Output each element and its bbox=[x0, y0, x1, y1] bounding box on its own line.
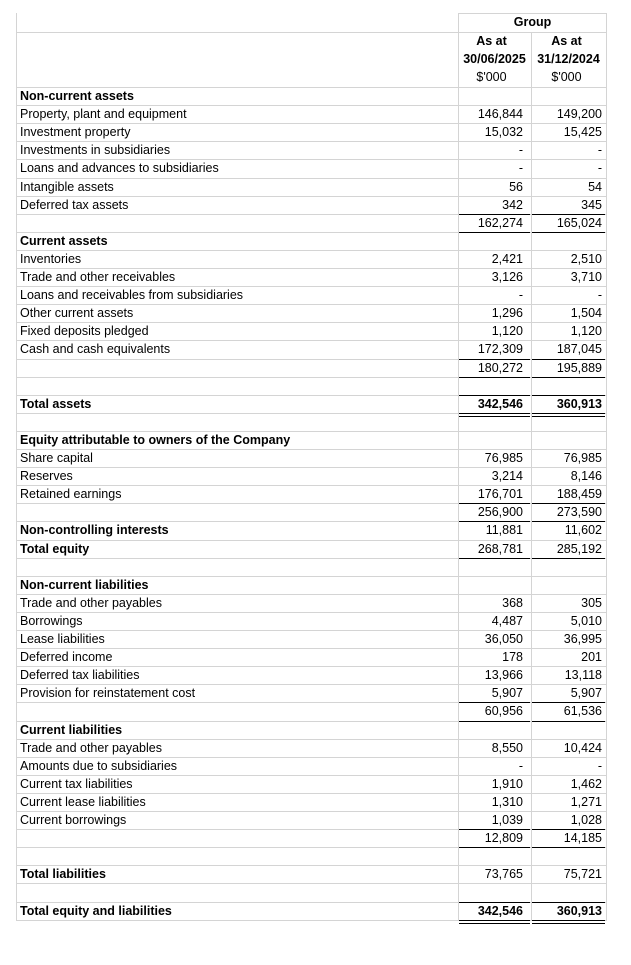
total-rule bbox=[532, 377, 605, 378]
row-label: Fixed deposits pledged bbox=[20, 324, 149, 339]
total-rule bbox=[459, 214, 530, 215]
grid-line bbox=[16, 630, 607, 631]
value-2024: 345 bbox=[581, 197, 602, 212]
total-rule bbox=[532, 503, 605, 504]
value-2024: 76,985 bbox=[563, 451, 602, 465]
value-2025: 1,039 bbox=[491, 813, 523, 827]
grid-line bbox=[531, 32, 532, 920]
grid-line bbox=[16, 594, 607, 595]
value-2024: 75,721 bbox=[563, 867, 602, 882]
value-2024: 1,120 bbox=[570, 324, 602, 339]
row-label: Current lease liabilities bbox=[20, 794, 146, 809]
grid-line bbox=[458, 13, 607, 14]
value-2024: - bbox=[597, 143, 602, 158]
grid-line bbox=[16, 684, 607, 685]
value-2024: 11,602 bbox=[564, 523, 602, 538]
value-2025: 5,907 bbox=[491, 686, 523, 701]
value-2025: 1,296 bbox=[491, 306, 523, 321]
value-2024: 187,045 bbox=[556, 342, 602, 357]
total-rule bbox=[459, 829, 530, 830]
value-2024: 305 bbox=[581, 595, 602, 610]
value-2025: 368 bbox=[502, 595, 523, 610]
total-rule bbox=[459, 232, 530, 233]
value-2024: 61,536 bbox=[563, 704, 602, 719]
row-label: Equity attributable to owners of the Company bbox=[20, 432, 291, 447]
row-label: Current borrowings bbox=[20, 813, 127, 827]
value-2025: 76,985 bbox=[484, 451, 523, 465]
value-2025: 256,900 bbox=[477, 505, 523, 520]
value-2025: 1,910 bbox=[491, 776, 523, 791]
row-label: Current liabilities bbox=[20, 722, 123, 737]
value-2025: 146,844 bbox=[477, 107, 523, 122]
value-2025: 4,487 bbox=[491, 613, 523, 628]
value-2024: 273,590 bbox=[556, 505, 602, 520]
value-2025: 2,421 bbox=[491, 251, 523, 266]
row-label: Investments in subsidiaries bbox=[20, 143, 171, 158]
row-label: Deferred income bbox=[20, 650, 113, 665]
grid-line bbox=[16, 123, 607, 124]
total-rule bbox=[532, 359, 605, 360]
value-2024: 5,907 bbox=[570, 686, 602, 701]
value-2025: - bbox=[518, 161, 523, 176]
grid-line bbox=[16, 87, 607, 88]
value-2025: 12,809 bbox=[484, 831, 523, 846]
value-2024: 1,271 bbox=[570, 794, 602, 809]
value-2025: 3,126 bbox=[491, 270, 523, 284]
grid-line bbox=[16, 178, 607, 179]
grid-line bbox=[16, 196, 607, 197]
grid-line bbox=[16, 340, 607, 341]
row-label: Inventories bbox=[20, 251, 82, 266]
total-rule bbox=[459, 558, 530, 559]
value-2024: - bbox=[597, 758, 602, 773]
value-2025: 268,781 bbox=[477, 541, 523, 556]
total-rule bbox=[532, 923, 605, 924]
value-2025: 162,274 bbox=[477, 215, 523, 230]
value-2024: 1,504 bbox=[570, 306, 602, 321]
total-rule bbox=[459, 377, 530, 378]
value-2025: - bbox=[518, 143, 523, 158]
total-rule bbox=[459, 847, 530, 848]
row-label: Retained earnings bbox=[20, 487, 122, 502]
value-2025: 11,881 bbox=[485, 523, 523, 538]
grid-line bbox=[16, 757, 607, 758]
grid-line bbox=[16, 322, 607, 323]
value-2025: 15,032 bbox=[484, 125, 523, 140]
grid-line bbox=[16, 485, 607, 486]
total-rule bbox=[459, 923, 530, 924]
value-2025: 36,050 bbox=[484, 632, 523, 646]
header-col1-date: 30/06/2025 bbox=[463, 52, 526, 66]
total-rule bbox=[532, 920, 605, 921]
row-label: Loans and advances to subsidiaries bbox=[20, 161, 219, 176]
value-2024: 5,010 bbox=[570, 613, 602, 628]
value-2024: 15,425 bbox=[563, 125, 602, 140]
grid-line bbox=[16, 105, 607, 106]
row-label: Provision for reinstatement cost bbox=[20, 686, 196, 701]
total-rule bbox=[459, 395, 530, 396]
value-2025: - bbox=[518, 288, 523, 303]
header-col2-unit: $'000 bbox=[551, 70, 582, 84]
value-2024: 188,459 bbox=[556, 487, 602, 502]
value-2024: 14,185 bbox=[563, 831, 602, 846]
grid-line bbox=[16, 286, 607, 287]
row-label: Trade and other payables bbox=[20, 740, 162, 755]
total-rule bbox=[459, 521, 530, 522]
value-2025: 13,966 bbox=[484, 668, 523, 683]
value-2024: 360,913 bbox=[556, 396, 602, 411]
value-2024: 3,710 bbox=[570, 270, 602, 284]
grid-line bbox=[16, 304, 607, 305]
value-2024: 1,028 bbox=[570, 813, 602, 827]
value-2025: 342 bbox=[502, 197, 523, 212]
row-label: Amounts due to subsidiaries bbox=[20, 758, 178, 773]
total-rule bbox=[459, 359, 530, 360]
total-rule bbox=[459, 902, 530, 903]
header-group: Group bbox=[513, 15, 552, 29]
value-2025: 1,120 bbox=[491, 324, 523, 339]
total-rule bbox=[532, 521, 605, 522]
total-rule bbox=[459, 503, 530, 504]
header-col2-date: 31/12/2024 bbox=[537, 52, 600, 66]
grid-line bbox=[16, 648, 607, 649]
value-2024: 360,913 bbox=[556, 903, 602, 918]
value-2025: 342,546 bbox=[477, 903, 523, 918]
row-label: Total equity and liabilities bbox=[20, 903, 172, 918]
row-label: Deferred tax liabilities bbox=[20, 668, 140, 683]
value-2025: 180,272 bbox=[477, 360, 523, 375]
total-rule bbox=[532, 214, 605, 215]
value-2025: - bbox=[518, 758, 523, 773]
value-2025: 56 bbox=[509, 179, 523, 194]
total-rule bbox=[532, 902, 605, 903]
total-rule bbox=[532, 395, 605, 396]
total-rule bbox=[459, 413, 530, 414]
total-rule bbox=[532, 416, 605, 417]
value-2025: 1,310 bbox=[491, 794, 523, 809]
grid-line bbox=[16, 268, 607, 269]
grid-line bbox=[16, 467, 607, 468]
value-2025: 3,214 bbox=[491, 469, 523, 484]
row-label: Share capital bbox=[20, 451, 93, 465]
value-2025: 73,765 bbox=[484, 867, 523, 882]
value-2024: 195,889 bbox=[556, 360, 602, 375]
grid-line bbox=[16, 250, 607, 251]
value-2025: 342,546 bbox=[477, 396, 523, 411]
row-label: Cash and cash equivalents bbox=[20, 342, 171, 357]
grid-line bbox=[16, 612, 607, 613]
grid-line bbox=[16, 159, 607, 160]
total-rule bbox=[532, 558, 605, 559]
value-2025: 8,550 bbox=[491, 740, 523, 755]
grid-line bbox=[16, 793, 607, 794]
value-2025: 172,309 bbox=[477, 342, 523, 357]
value-2024: 13,118 bbox=[564, 668, 602, 683]
grid-line bbox=[16, 576, 607, 577]
total-rule bbox=[532, 232, 605, 233]
row-label: Current assets bbox=[20, 233, 108, 248]
value-2024: - bbox=[597, 161, 602, 176]
value-2025: 60,956 bbox=[484, 704, 523, 719]
value-2024: 10,424 bbox=[563, 740, 602, 755]
row-label: Deferred tax assets bbox=[20, 197, 129, 212]
value-2025: 176,701 bbox=[477, 487, 523, 502]
row-label: Investment property bbox=[20, 125, 131, 140]
total-rule bbox=[459, 721, 530, 722]
grid-line bbox=[16, 666, 607, 667]
value-2024: 285,192 bbox=[556, 541, 602, 556]
total-rule bbox=[459, 702, 530, 703]
grid-line bbox=[16, 811, 607, 812]
grid-line bbox=[16, 449, 607, 450]
value-2024: 2,510 bbox=[570, 251, 602, 266]
total-rule bbox=[459, 416, 530, 417]
row-label: Total equity bbox=[20, 541, 90, 556]
row-label: Total assets bbox=[20, 396, 92, 411]
total-rule bbox=[532, 847, 605, 848]
value-2024: 8,146 bbox=[570, 469, 602, 484]
row-label: Trade and other payables bbox=[20, 595, 162, 610]
row-label: Current tax liabilities bbox=[20, 776, 133, 791]
header-col1-line1: As at bbox=[476, 34, 507, 48]
value-2024: 201 bbox=[581, 650, 602, 665]
grid-line bbox=[16, 32, 607, 33]
row-label: Loans and receivables from subsidiaries bbox=[20, 288, 244, 303]
total-rule bbox=[459, 920, 530, 921]
total-rule bbox=[532, 413, 605, 414]
value-2024: 165,024 bbox=[556, 215, 602, 230]
total-rule bbox=[532, 702, 605, 703]
value-2025: 178 bbox=[502, 650, 523, 665]
row-label: Other current assets bbox=[20, 306, 134, 321]
value-2024: 149,200 bbox=[556, 107, 602, 122]
grid-line bbox=[16, 141, 607, 142]
row-label: Non-current assets bbox=[20, 89, 134, 103]
grid-line bbox=[16, 431, 607, 432]
grid-line bbox=[16, 865, 607, 866]
row-label: Intangible assets bbox=[20, 179, 114, 194]
row-label: Non-controlling interests bbox=[20, 523, 169, 538]
total-rule bbox=[532, 829, 605, 830]
total-rule bbox=[532, 721, 605, 722]
grid-line bbox=[16, 739, 607, 740]
grid-line bbox=[16, 775, 607, 776]
row-label: Trade and other receivables bbox=[20, 270, 176, 284]
row-label: Property, plant and equipment bbox=[20, 107, 187, 122]
grid-line bbox=[16, 540, 607, 541]
header-col2-line1: As at bbox=[551, 34, 582, 48]
row-label: Borrowings bbox=[20, 613, 83, 628]
value-2024: 54 bbox=[588, 179, 602, 194]
row-label: Total liabilities bbox=[20, 867, 106, 882]
value-2024: - bbox=[597, 288, 602, 303]
value-2024: 36,995 bbox=[563, 632, 602, 646]
row-label: Reserves bbox=[20, 469, 73, 484]
header-col1-unit: $'000 bbox=[476, 70, 507, 84]
value-2024: 1,462 bbox=[570, 776, 602, 791]
row-label: Non-current liabilities bbox=[20, 577, 149, 592]
row-label: Lease liabilities bbox=[20, 632, 105, 646]
grid-line bbox=[16, 883, 607, 884]
